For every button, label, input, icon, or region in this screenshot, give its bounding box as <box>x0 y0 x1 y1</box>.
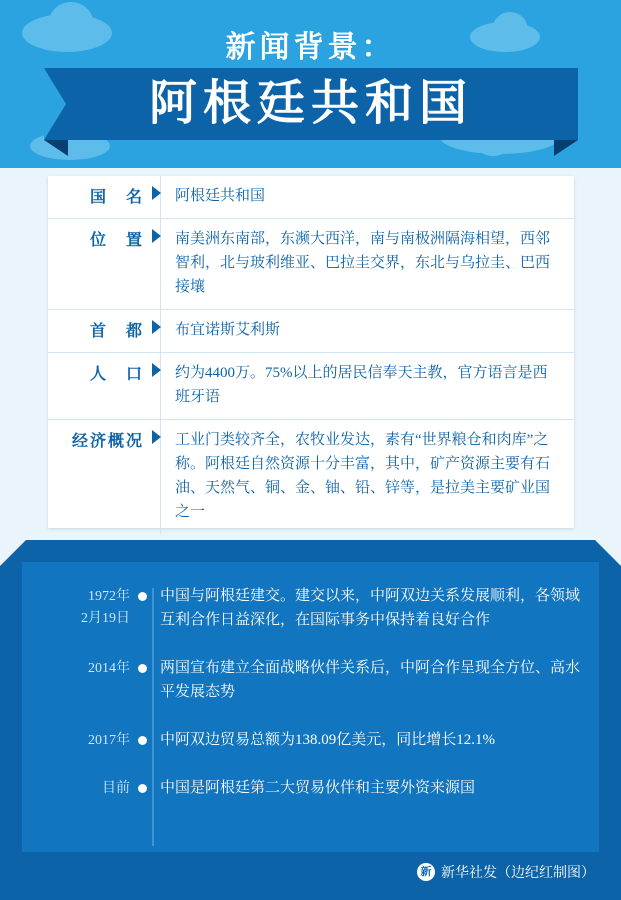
timeline-text: 中国是阿根廷第二大贸易伙伴和主要外资来源国 <box>160 780 476 796</box>
timeline-dot-icon <box>138 592 147 601</box>
ribbon-fold-right <box>554 140 578 156</box>
timeline-date-line1: 目前 <box>102 781 130 796</box>
info-row <box>48 219 574 310</box>
info-section <box>0 168 621 540</box>
timeline-dot-icon <box>138 664 147 673</box>
info-row <box>48 420 574 534</box>
timeline-date-line2: 2月19日 <box>81 611 130 626</box>
page-title: 阿根廷共和国 <box>148 77 473 130</box>
footer-credit <box>417 862 595 882</box>
timeline-date-line1: 1972年 <box>88 589 130 604</box>
timeline-dot-wrap <box>130 656 154 673</box>
timeline-box <box>22 562 599 852</box>
info-row-value: 约为4400万。75%以上的居民信奉天主教，官方语言是西班牙语 <box>175 365 548 405</box>
info-row-value: 布宜诺斯艾利斯 <box>175 322 281 338</box>
timeline-dot-icon <box>138 736 147 745</box>
timeline-date <box>22 656 130 680</box>
footer-credit-text: 新华社发（边纪红制图） <box>441 866 595 881</box>
info-row-value: 工业门类较齐全，农牧业发达，素有“世界粮仓和肉库”之称。阿根廷自然资源十分丰富，其中，矿产资源主要有石油、天然气、铜、金、铀、铅、锌等，是拉美主要矿业国之一 <box>175 432 551 520</box>
info-row-label: 国 名 <box>48 176 160 215</box>
info-row-label: 位 置 <box>48 219 160 258</box>
timeline-dot-wrap <box>130 728 154 745</box>
timeline-item <box>22 776 599 800</box>
info-row-value: 南美洲东南部，东濒大西洋，南与南极洲隔海相望，西邻智利，北与玻利维亚、巴拉圭交界，东北与乌拉圭、巴西接壤 <box>175 231 551 295</box>
timeline-text: 中阿双边贸易总额为138.09亿美元，同比增长12.1% <box>160 732 495 748</box>
timeline-date-line1: 2014年 <box>88 661 130 676</box>
info-row <box>48 353 574 420</box>
timeline-dot-wrap <box>130 584 154 601</box>
timeline-item <box>22 728 599 752</box>
info-row <box>48 310 574 353</box>
header-subtitle: 新闻背景： <box>225 31 396 64</box>
xinhua-logo-icon: 新 <box>417 863 435 881</box>
timeline-date <box>22 584 130 630</box>
info-row <box>48 176 574 219</box>
info-card <box>48 176 574 528</box>
info-row-value: 阿根廷共和国 <box>175 188 266 204</box>
timeline-text: 中国与阿根廷建交。建交以来，中阿双边关系发展顺利，各领域互利合作日益深化，在国际事务中保持着良好合作 <box>160 588 581 628</box>
timeline-dot-icon <box>138 784 147 793</box>
timeline-text: 两国宣布建立全面战略伙伴关系后，中阿合作呈现全方位、高水平发展态势 <box>160 660 581 700</box>
timeline-section <box>0 540 621 900</box>
info-row-label: 首 都 <box>48 310 160 349</box>
panel-fold-left <box>0 540 26 566</box>
info-row-label: 人 口 <box>48 353 160 392</box>
ribbon-fold-left <box>44 140 68 156</box>
timeline-item <box>22 584 599 632</box>
timeline-date <box>22 776 130 800</box>
panel-fold-right <box>595 540 621 566</box>
info-row-label: 经济概况 <box>48 420 160 459</box>
timeline-dot-wrap <box>130 776 154 793</box>
timeline-date <box>22 728 130 752</box>
timeline-item <box>22 656 599 704</box>
timeline-date-line1: 2017年 <box>88 733 130 748</box>
